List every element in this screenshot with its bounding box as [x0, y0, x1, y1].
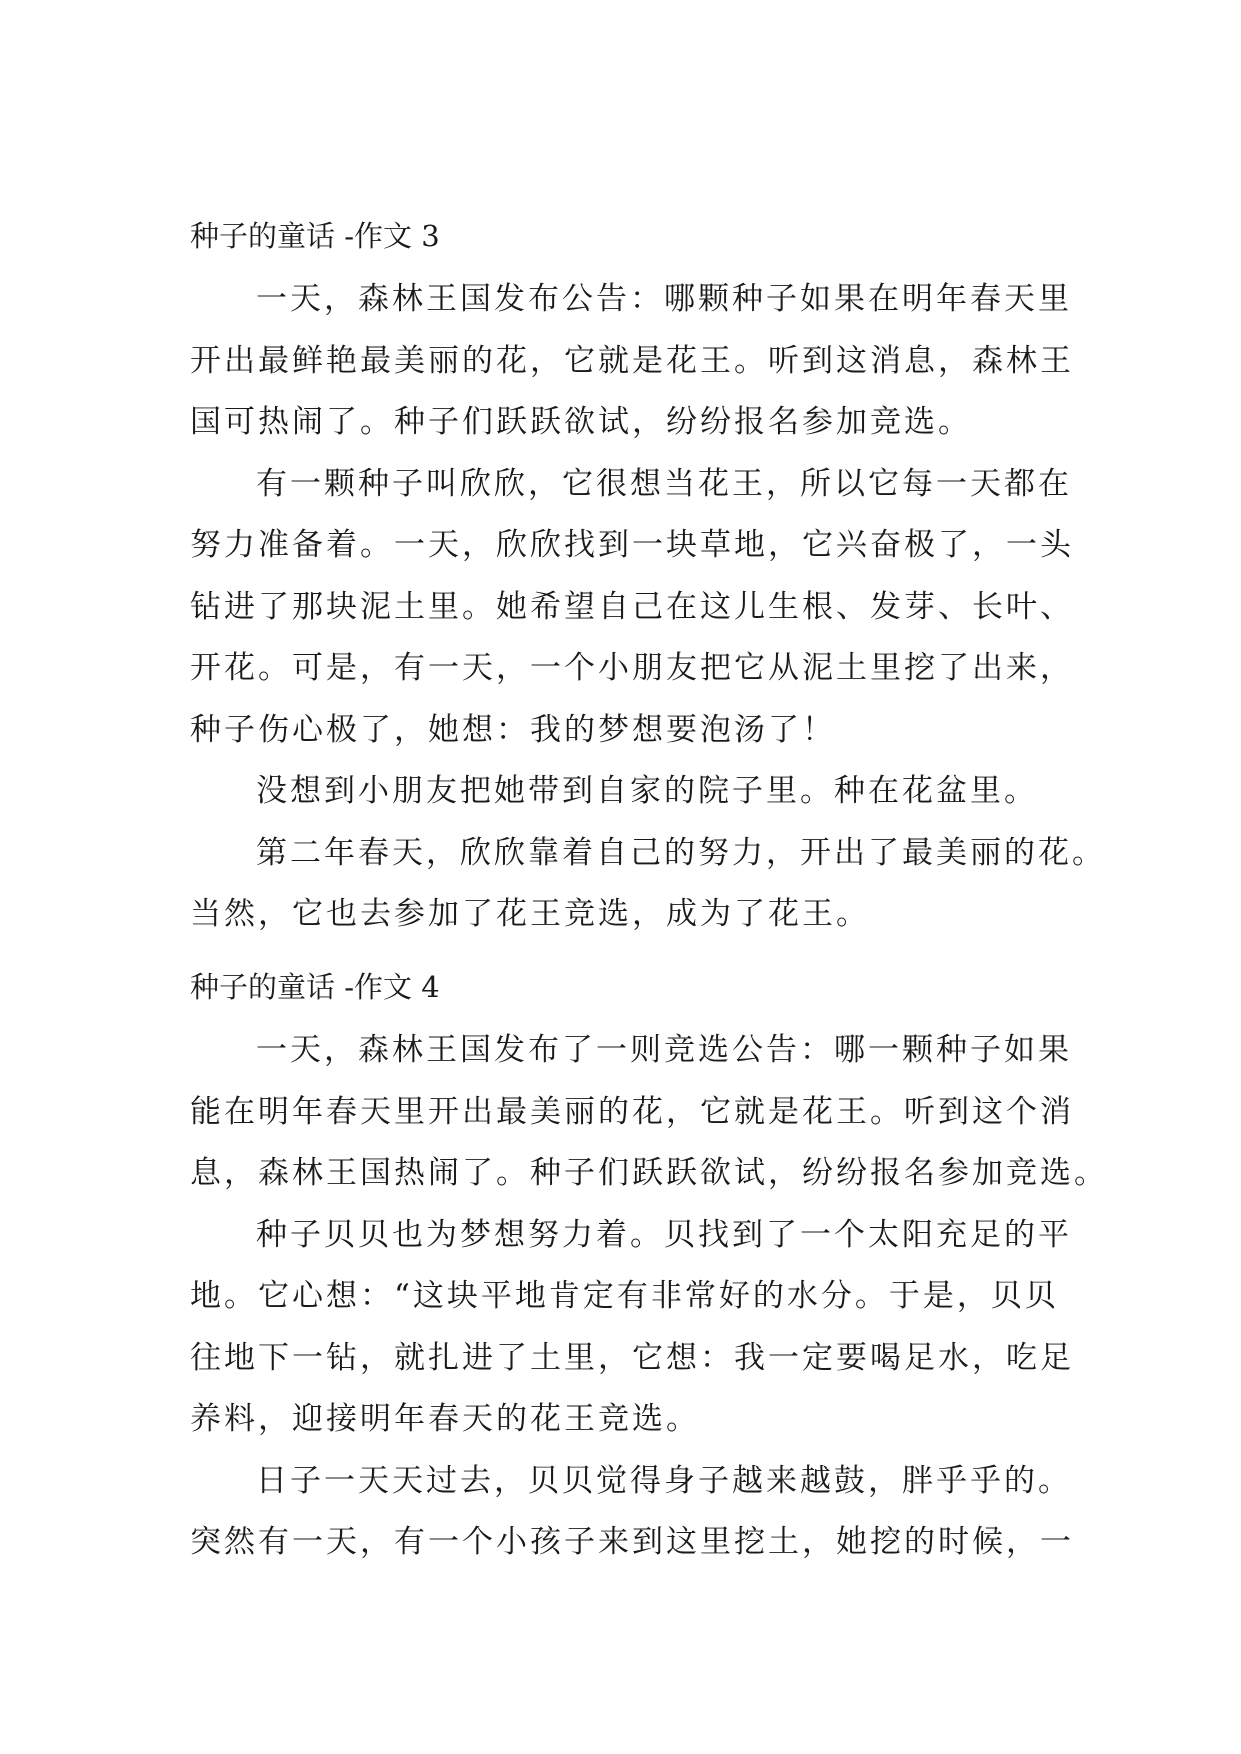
text-line: 开花。可是，有一天，一个小朋友把它从泥土里挖了出来，	[190, 650, 1074, 686]
text-line: 突然有一天，有一个小孩子来到这里挖土，她挖的时候，一	[190, 1524, 1074, 1560]
text-line: 努力准备着。一天，欣欣找到一块草地，它兴奋极了，一头	[190, 527, 1074, 563]
paragraph	[190, 269, 1074, 454]
text-line: 国可热闹了。种子们跃跃欲试，纷纷报名参加竞选。	[190, 404, 972, 440]
text-line: 一天，森林王国发布公告：哪颗种子如果在明年春天里	[256, 281, 1072, 317]
text-line: 种子伤心极了，她想：我的梦想要泡汤了！	[190, 711, 836, 748]
text-line: 有一颗种子叫欣欣，它很想当花王，所以它每一天都在	[256, 465, 1072, 502]
paragraph	[190, 454, 1074, 762]
text-line: 钻进了那块泥土里。她希望自己在这儿生根、发芽、长叶、	[190, 588, 1074, 625]
essay-section-3	[190, 217, 1106, 946]
text-line: 日子一天天过去，贝贝觉得身子越来越鼓，胖乎乎的。	[256, 1462, 1072, 1499]
text-line: 往地下一钻，就扎进了土里，它想：我一定要喝足水，吃足	[190, 1339, 1074, 1376]
paragraph	[190, 823, 1106, 946]
text-line: 种子贝贝也为梦想努力着。贝找到了一个太阳充足的平	[256, 1216, 1072, 1253]
paragraph	[190, 761, 1070, 823]
text-line: 养料，迎接明年春天的花王竞选。	[190, 1401, 700, 1437]
paragraph	[190, 1205, 1074, 1451]
text-line: 一天，森林王国发布了一则竞选公告：哪一颗种子如果	[256, 1032, 1072, 1068]
essay-title: 种子的童话 -作文 3	[190, 219, 440, 253]
essay-section-4	[190, 968, 1108, 1574]
text-line: 地。它心想：“这块平地肯定有非常好的水分。于是，贝贝	[190, 1278, 1059, 1314]
text-line: 没想到小朋友把她带到自家的院子里。种在花盆里。	[256, 773, 1038, 809]
text-line: 开出最鲜艳最美丽的花，它就是花王。听到这消息，森林王	[190, 342, 1074, 379]
text-line: 能在明年春天里开出最美丽的花，它就是花王。听到这个消	[190, 1093, 1074, 1130]
text-line: 息，森林王国热闹了。种子们跃跃欲试，纷纷报名参加竞选。	[190, 1155, 1108, 1191]
paragraph	[190, 1020, 1108, 1205]
essay-title: 种子的童话 -作文 4	[190, 970, 440, 1004]
text-line: 当然，它也去参加了花王竞选，成为了花王。	[190, 896, 870, 932]
text-line: 第二年春天，欣欣靠着自己的努力，开出了最美丽的花。	[256, 834, 1106, 871]
paragraph	[190, 1451, 1074, 1574]
